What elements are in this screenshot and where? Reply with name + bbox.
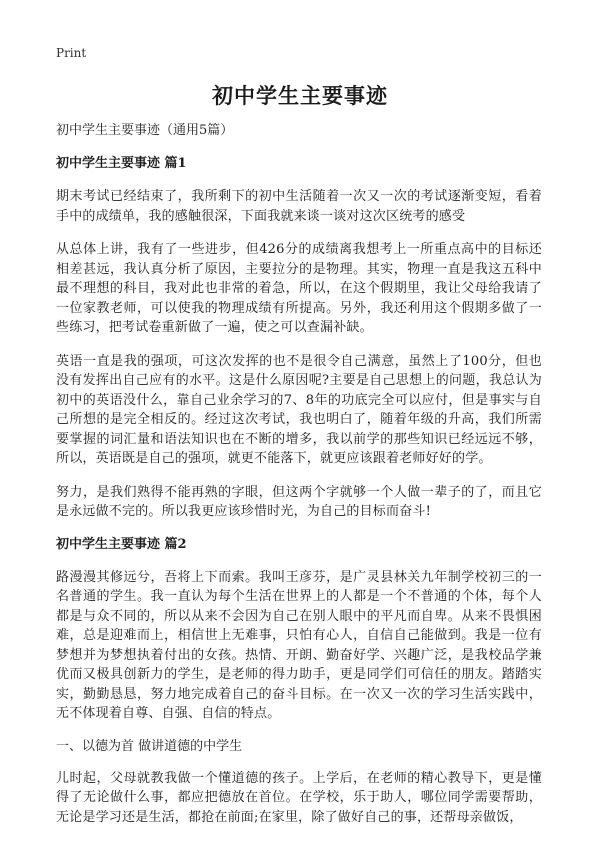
document-title: 初中学生主要事迹: [212, 83, 388, 108]
paragraph: 英语一直是我的强项，可这次发挥的也不是很令自己满意，虽然上了100分，但也没有发挥出自己应有的水平。这是什么原因呢?主要是自己思想上的问题，我总认为初中的英语没什么，靠自己业余学习的7、8年的功底完全可以应付，但是事实与自己所想的是完全相反的。经过这次考试，我也明白了，随着年级的升高，我们所需要掌握的词汇量和语法知识也在不断的增多，我以前学的那些知识已经远远不够，所以，英语既是自己的强项，就更不能落下，就更应该跟着老师好好的学。: [56, 353, 542, 466]
section-heading-1: 初中学生主要事迹 篇1: [56, 156, 187, 171]
outline-item: 一、以德为首 做讲道德的中学生: [56, 738, 243, 754]
paragraph: 从总体上讲，我有了一些进步，但426分的成绩离我想考上一所重点高中的目标还相差甚远，我认真分析了原因，主要拉分的是物理。其实，物理一直是我这五科中最不理想的科目，我对此也非常的着急，所以，在这个假期里，我让父母给我请了一位家教老师，可以使我的物理成绩有所提高。另外，我还利用这个假期多做了一些练习，把考试卷重新做了一遍，使之可以查漏补缺。: [56, 242, 542, 335]
print-label: Print: [56, 46, 87, 60]
section-heading-2: 初中学生主要事迹 篇2: [56, 536, 187, 552]
document-body: [56, 122, 542, 841]
document-subtitle: 初中学生主要事迹（通用5篇）: [56, 123, 234, 138]
paragraph: 儿时起，父母就教我做一个懂道德的孩子。上学后，在老师的精心教导下，更是懂得了无论做什么事，都应把德放在首位。在学校，乐于助人，哪位同学需要帮助，无论是学习还是生活，都抢在前面;在家里，除了做好自己的事，还帮母亲做饭，: [56, 770, 542, 825]
paragraph: 期末考试已经结束了，我所剩下的初中生活随着一次又一次的考试逐渐变短，看着手中的成绩单，我的感触很深，下面我就来谈一谈对这次区统考的感受: [56, 189, 542, 224]
paragraph: 路漫漫其修远兮，吾将上下而索。我叫王彦芬，是广灵县林关九年制学校初三的一名普通的学生。我一直认为每个生活在世界上的人都是一个不普通的个体，每个人都是与众不同的，所以从来不会因为自己在别人眼中的平凡而自卑。从来不畏惧困难，总是迎难而上，相信世上无难事，只怕有心人，自信自己能做到。我是一位有梦想并为梦想执着付出的女孩。热情、开朗、勤奋好学、兴趣广泛，是我校品学兼优而又极具创新力的学生，是老师的得力助手，更是同学们可信任的朋友。踏踏实实，勤勤恳恳，努力地完成着自己的奋斗目标。在一次又一次的学习生活实践中，无不体现着自尊、自强、自信的特点。: [56, 569, 542, 721]
paragraph: 努力，是我们熟得不能再熟的字眼，但这两个字就够一个人做一辈子的了，而且它是永远做不完的。所以我更应该珍惜时光，为自己的目标而奋斗!: [56, 484, 542, 519]
